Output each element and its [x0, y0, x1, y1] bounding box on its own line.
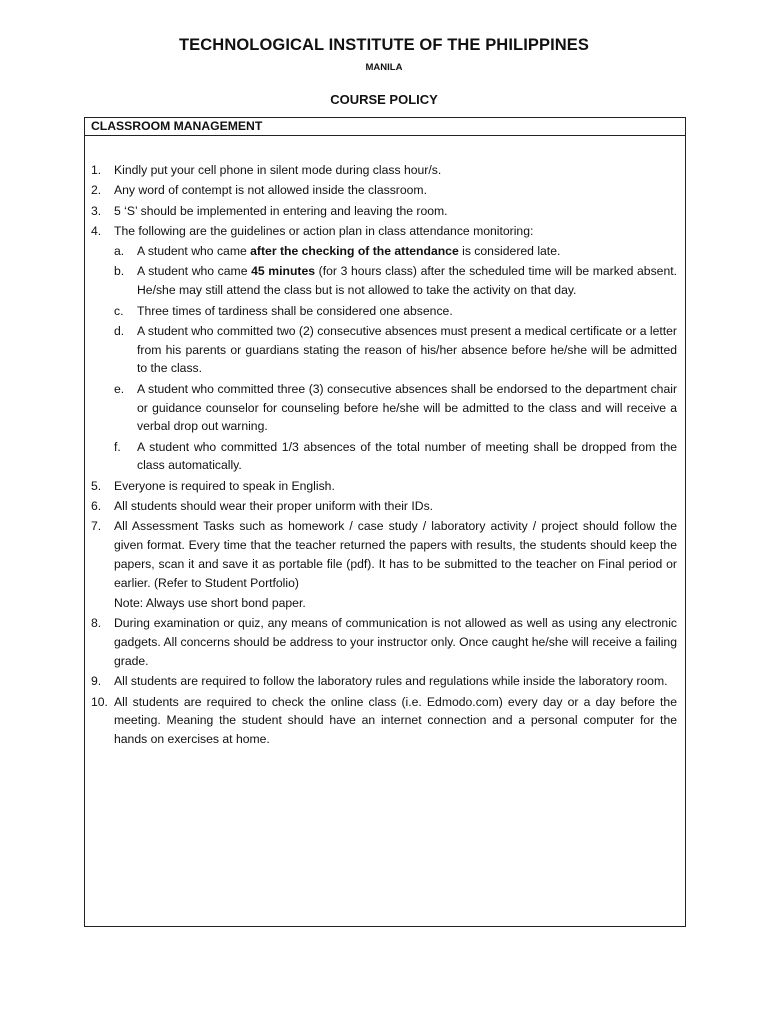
list-item — [91, 161, 677, 180]
item-text: Any word of contempt is not allowed inside the classroom. — [114, 183, 427, 198]
list-item — [91, 222, 677, 241]
item-number: 5. — [91, 478, 102, 493]
item-text: Kindly put your cell phone in silent mode during class hour/s. — [114, 163, 442, 177]
item-number: 3. — [91, 203, 102, 218]
item-text: All students are required to check the online class (i.e. Edmodo.com) every day or a day before the meeting. Meaning the student should have an internet connection and a personal computer for the hands on exercises at home. — [114, 694, 677, 747]
item-number: 8. — [91, 616, 102, 631]
list-item — [91, 497, 677, 516]
item-text: The following are the guidelines or action plan in class attendance monitoring: — [114, 223, 534, 238]
sub-list-item — [91, 242, 677, 261]
item-text: All Assessment Tasks such as homework / case study / laboratory activity / project should follow the given format. Every time that the teacher returned the papers with results, the students should keep the papers, scan it and save it as portable file (pdf). It has to be submitted to the teacher on Final period or earlier. (Refer to Student Portfolio) — [114, 519, 677, 590]
sub-item-letter: a. — [114, 244, 125, 259]
sub-list-item — [91, 262, 677, 300]
list-item — [91, 693, 677, 749]
institution-name: TECHNOLOGICAL INSTITUTE OF THE PHILIPPINES — [179, 36, 589, 54]
item-text: Everyone is required to speak in English. — [114, 478, 335, 493]
sub-item-letter: c. — [114, 303, 124, 318]
item-text: 5 ‘S’ should be implemented in entering and leaving the room. — [114, 203, 448, 218]
list-item — [91, 477, 677, 496]
sub-item-text: A student who committed 1/3 absences of the total number of meeting shall be dropped from the class automatically. — [137, 439, 677, 473]
sub-item-letter: f. — [114, 439, 121, 454]
section-heading: CLASSROOM MANAGEMENT — [85, 118, 685, 136]
sub-item-text: A student who came 45 minutes (for 3 hours class) after the scheduled time will be marked absent. He/she may still attend the class but is not allowed to take the activity on that day. — [137, 264, 678, 298]
item-number: 10. — [91, 694, 108, 709]
policy-box — [84, 117, 686, 927]
list-item — [91, 202, 677, 221]
item-number: 7. — [91, 519, 102, 534]
item-text: All students should wear their proper uniform with their IDs. — [114, 499, 434, 514]
item-number: 1. — [91, 163, 102, 177]
sub-item-text: A student who came after the checking of the attendance is considered late. — [137, 244, 561, 259]
item-number: 2. — [91, 183, 102, 198]
sub-item-letter: b. — [114, 264, 125, 279]
item-text: During examination or quiz, any means of communication is not allowed as well as using any electronic gadgets. All concerns should be address to your instructor only. Once caught he/she will receive a failing grade. — [114, 616, 677, 668]
policy-list — [85, 161, 685, 750]
sub-list-item — [91, 322, 677, 378]
list-item — [91, 614, 677, 670]
sub-item-letter: e. — [114, 381, 125, 396]
item-note: Note: Always use short bond paper. — [114, 596, 306, 611]
sub-list-item — [91, 438, 677, 476]
campus-name: MANILA — [365, 62, 403, 73]
item-number: 6. — [91, 499, 102, 514]
list-item — [91, 672, 677, 691]
sub-list-item — [91, 380, 677, 436]
item-number: 4. — [91, 223, 102, 238]
item-number: 9. — [91, 674, 102, 689]
item-text: All students are required to follow the laboratory rules and regulations while inside the laboratory room. — [114, 674, 668, 689]
sub-item-letter: d. — [114, 323, 125, 338]
sub-item-text: A student who committed two (2) consecutive absences must present a medical certificate or a letter from his parents or guardians stating the reason of his/her absence before he/she will be admitted to the class. — [137, 323, 677, 376]
sub-item-text: A student who committed three (3) consecutive absences shall be endorsed to the department chair or guidance counselor for counseling before he/she will be admitted to the class and will receive a verbal drop out warning. — [137, 381, 677, 434]
bold-phrase: 45 minutes — [251, 264, 316, 279]
sub-list-item — [91, 302, 677, 321]
list-item — [91, 181, 677, 200]
bold-phrase: after the checking of the attendance — [250, 244, 459, 259]
document-title: COURSE POLICY — [330, 92, 438, 107]
sub-item-text: Three times of tardiness shall be considered one absence. — [137, 303, 453, 318]
list-item — [91, 517, 677, 592]
